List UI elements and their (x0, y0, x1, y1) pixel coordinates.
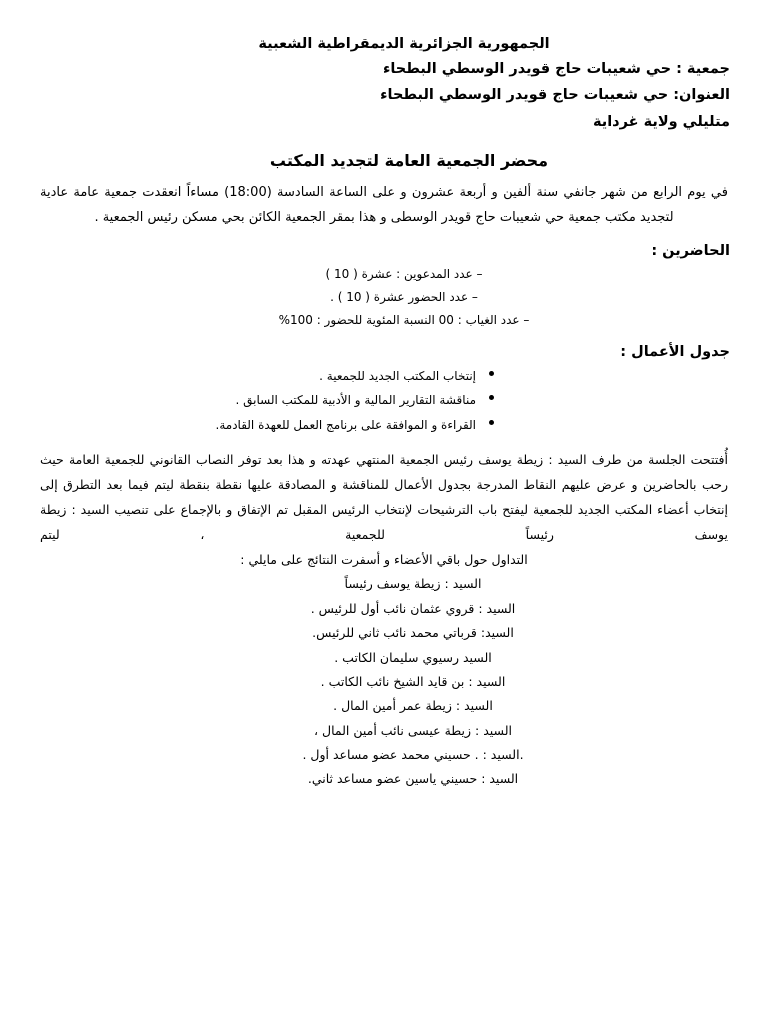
list-item: – عدد الحضور عشرة ( 10 ) . (330, 289, 478, 304)
list-item: السيد : زيطة عمر أمين المال . (333, 698, 493, 714)
body-paragraph-line-1: أُفتتحت الجلسة من طرف السيد : زيطة يوسف رئيس الجمعية المنتهي عهدته و هذا بعد توفر النصاب القانوني للجمعية العامة حيث رحب (40, 452, 728, 493)
elected-members-list (38, 572, 730, 791)
bullet-icon (489, 420, 494, 425)
intro-paragraph-line-2: لتجديد مكتب جمعية حي شعيبات حاج قويدر الوسطى و هذا بمقر الجمعية الكائن بحي مسكن رئيس الجمعية . (94, 210, 674, 226)
list-item: السيد رسيوي سليمان الكاتب . (334, 649, 492, 665)
body-paragraph-line-3: الجديد للجمعية ليفتح باب الترشيحات لإنتخاب الرئيس المقبل تم الإتفاق و بالإجماع على تنصيب السيد : زيطة يوسف رئيساً للجمعية ، ليتم (40, 502, 728, 543)
list-item: السيد : زيطة عيسى نائب أمين المال ، (314, 722, 512, 738)
attendees-list (38, 263, 730, 332)
association-name-line: جمعية : حي شعيبات حاج قويدر الوسطي البطحاء (382, 60, 730, 77)
body-paragraph-line-4: التداول حول باقي الأعضاء و أسفرت النتائج على مايلي : (240, 552, 528, 568)
association-address-line: العنوان: حي شعيبات حاج قويدر الوسطي البطحاء (380, 87, 730, 104)
list-item: السيد : بن قايد الشيخ نائب الكاتب . (320, 673, 506, 689)
list-item: السيد : حسيني ياسين عضو مساعد ثاني. (307, 771, 519, 787)
list-item: – عدد الغياب : 00 النسبة المئوية للحضور : 100% (278, 312, 530, 327)
list-item (38, 364, 730, 389)
republic-heading: الجمهورية الجزائرية الديمقراطية الشعبية (258, 36, 550, 52)
list-item: – عدد المدعوين : عشرة ( 10 ) (325, 266, 483, 281)
bullet-icon (489, 395, 494, 400)
agenda-heading: جدول الأعمال : (620, 343, 730, 360)
agenda-item-label: القراءة و الموافقة على برنامج العمل للعهدة القادمة. (215, 417, 476, 432)
document-header (38, 34, 730, 135)
list-item: السيد : زيطة يوسف رئيساً (344, 576, 482, 592)
page-title: محضر الجمعية العامة لتجديد المكتب (269, 150, 549, 170)
body-paragraph (38, 447, 730, 572)
list-item (38, 413, 730, 438)
list-item: السيد: قرباتي محمد نائب ثاني للرئيس. (312, 625, 514, 641)
body-paragraph-line-2: بالحاضرين و عرض عليهم النقاط المدرجة بجدول الأعمال للمناقشة و المصادقة عليها نقطة بنقطة ليتم فيما بعد التطرق إلى إنتخاب أعضاء المكتب (40, 477, 728, 518)
intro-paragraph (38, 180, 730, 231)
list-item: السيد : قروي عثمان نائب أول للرئيس . (310, 600, 516, 616)
attendees-heading: الحاضرين : (651, 242, 730, 259)
bullet-icon (489, 371, 494, 376)
agenda-item-label: مناقشة التقارير المالية و الأدبية للمكتب السابق . (235, 393, 476, 408)
association-wilaya-line: متليلي ولاية غرداية (592, 113, 730, 130)
agenda-item-label: إنتخاب المكتب الجديد للجمعية . (319, 368, 476, 383)
list-item (38, 388, 730, 413)
intro-paragraph-line-1: في يوم الرابع من شهر جانفي سنة ألفين و أربعة عشرون و على الساعة السادسة (18:00) مساءاً انعقدت جمعية عامة عادية (40, 184, 728, 200)
list-item: .السيد : . حسيني محمد عضو مساعد أول . (302, 747, 524, 763)
agenda-list (38, 364, 730, 438)
